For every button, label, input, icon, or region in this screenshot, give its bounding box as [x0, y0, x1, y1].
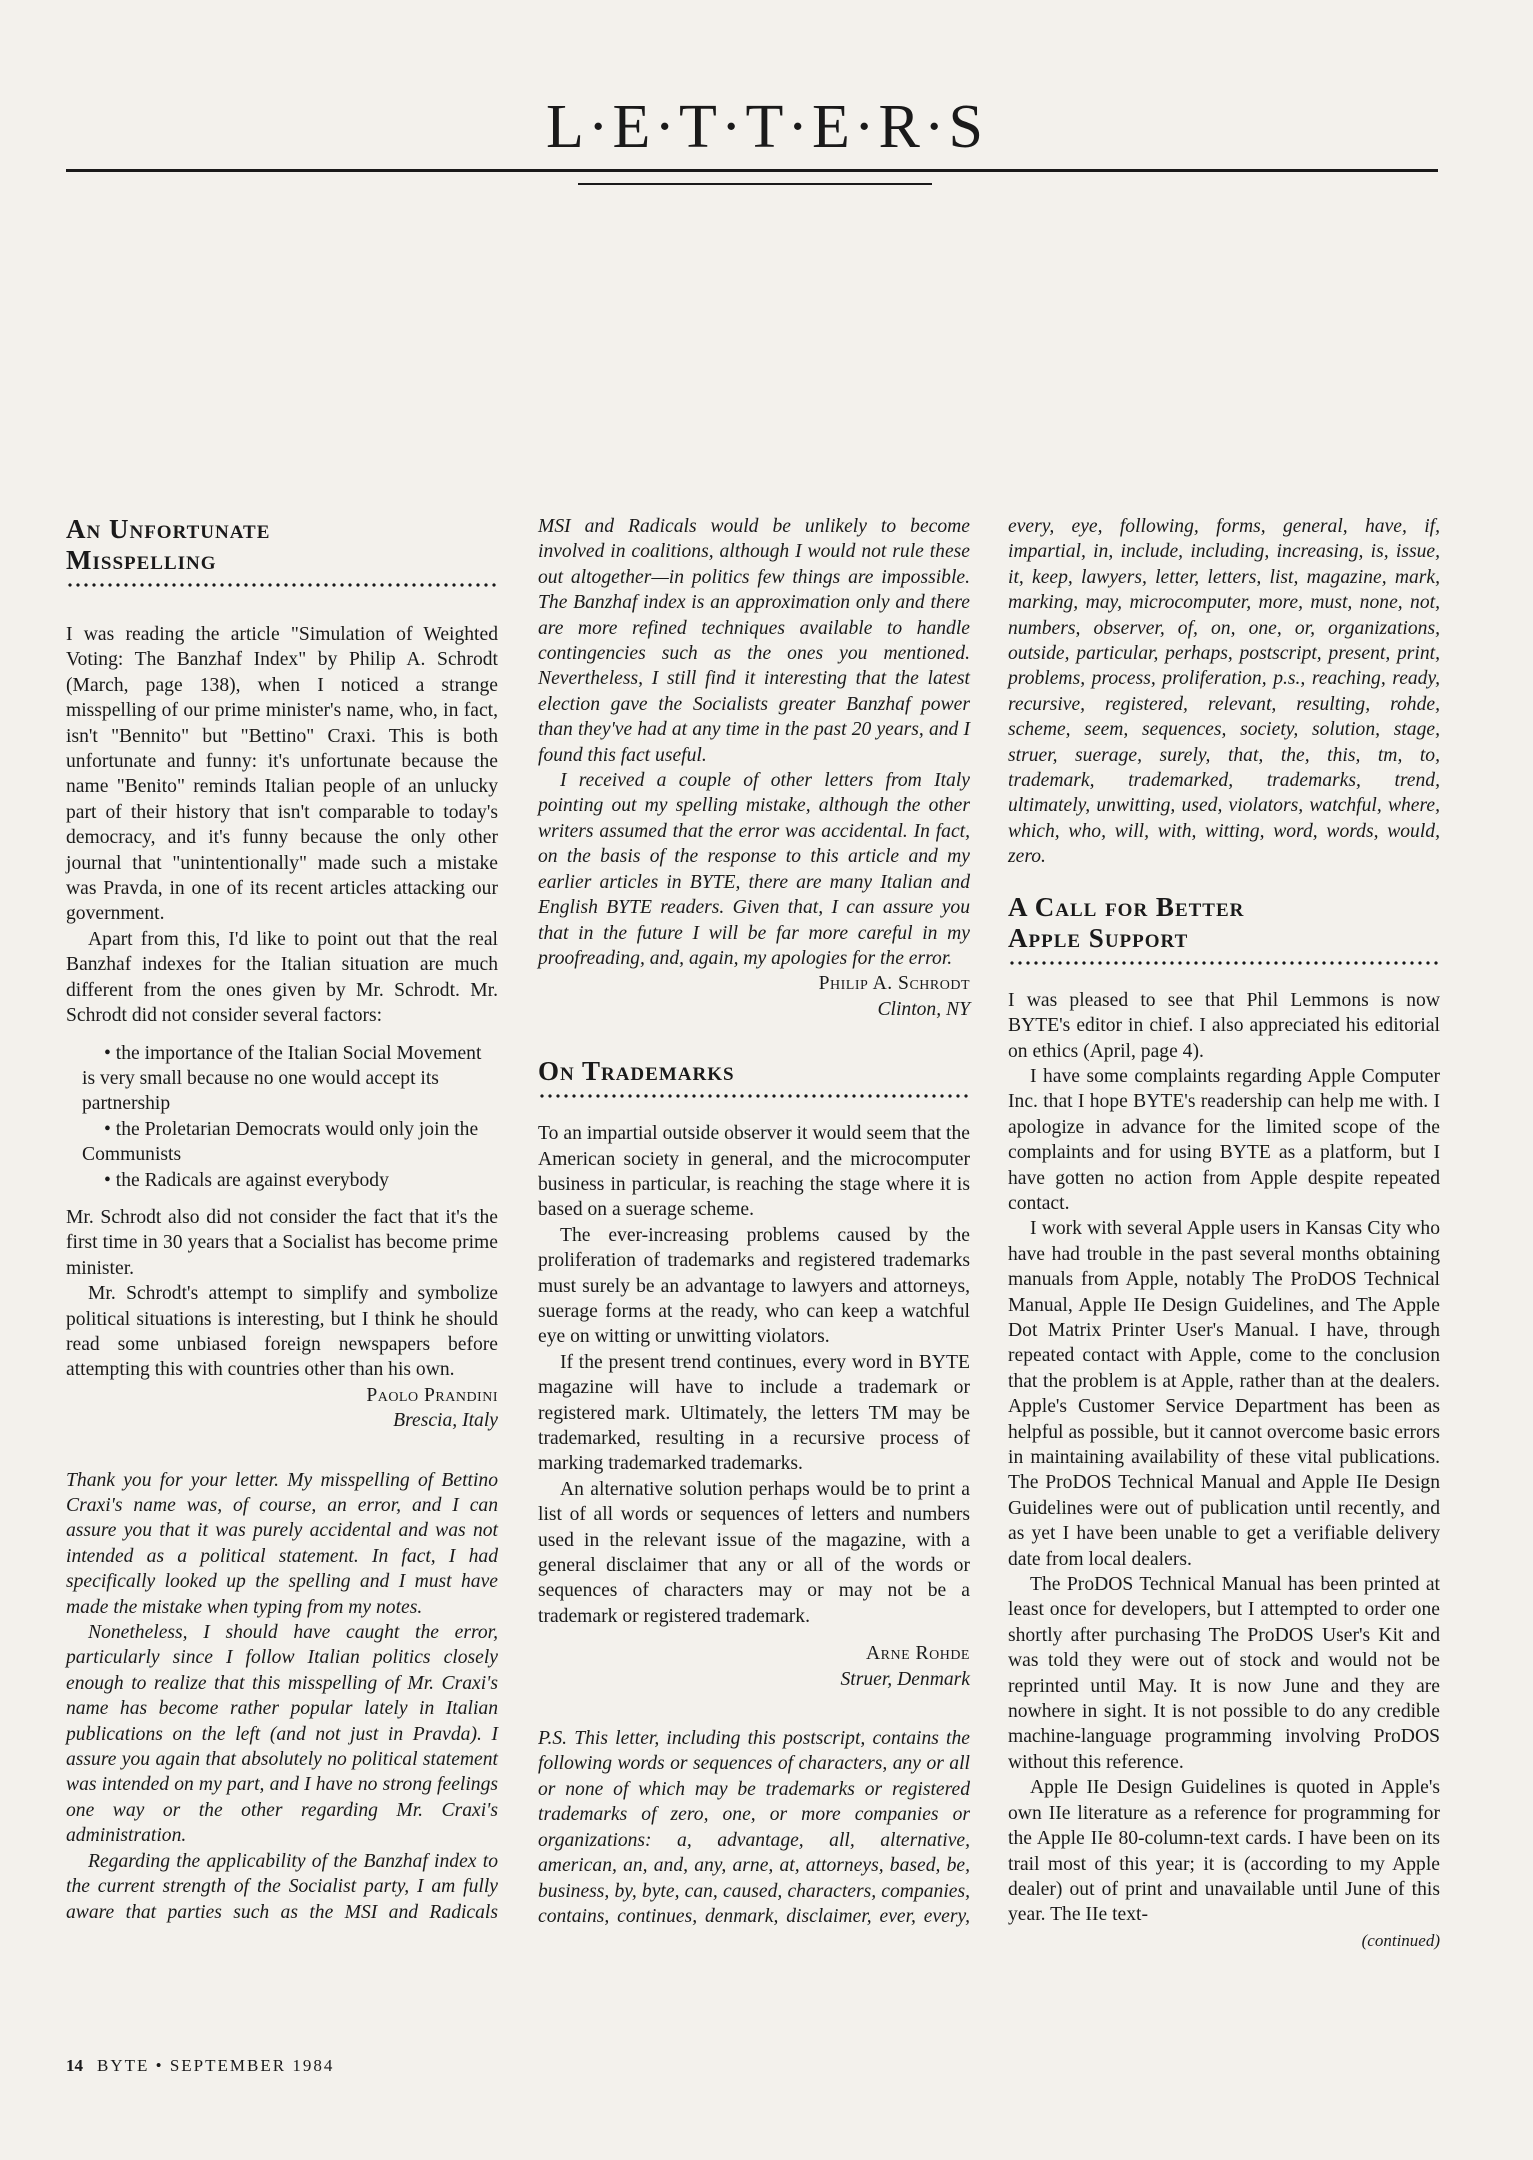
title-subrule	[578, 183, 932, 185]
signature-name: Arne Rohde	[865, 1643, 970, 1665]
signature-place: Brescia, Italy	[393, 1410, 498, 1432]
postscript-continued: every, eye, following, forms, general, have, if, impartial, in, include, including, increasing, is, issue, it, keep, lawyers, letter, letters, list, magazine, mark, marking, may, microcomputer, more, must, none, not, numbers, observer, of, on, one, or, organizations, outside, particular, perhaps, postscript, present, print, problems, process, proliferation, p.s., reaching, ready, recursive, registered, relevant, resulting, rohde, scheme, seem, sequences, society, solution, stage, struer, suerage, surely, that, the, this, tm, to, trademark, trademarked, trademarks, trend, ultimately, unwitting, used, violators, watchful, where, which, who, will, with, witting, word, words, would, zero.	[1008, 516, 1440, 868]
letter-paragraph: If the present trend continues, every word in BYTE magazine will have to include a trademark or registered mark. Ultimately, the letters TM may be trademarked, resulting in a recursive process of marking trademarked trademarks.	[538, 1351, 970, 1475]
bullet-item: • the importance of the Italian Social Movement is very small because no one would accept its partnership	[82, 1042, 482, 1115]
reply-paragraph: Thank you for your letter. My misspelling of Bettino Craxi's name was, of course, an error, and I can assure you that it was purely accidental and was not intended as a political statement. In fact, I had specifically looked up the spelling and I must have made the mistake when typing from my notes.	[66, 1469, 498, 1618]
letter-misspelling	[66, 514, 498, 1434]
title-rule	[66, 169, 1438, 172]
letter-paragraph: I have some complaints regarding Apple Computer Inc. that I hope BYTE's readership can help me with. I apologize in advance for the limited scope of the complaints and for using BYTE as a platform, but I have gotten no action from Apple despite repeated contact.	[1008, 1065, 1440, 1214]
letter-paragraph: Mr. Schrodt's attempt to simplify and symbolize political situations is interesting, but I think he should read some unbiased foreign newspapers before attempting this with countries other than his own.	[66, 1283, 498, 1381]
reply-paragraph-continued: MSI and Radicals would be unlikely to become involved in coalitions, although I would not rule these out altogether—in politics few things are impossible. The Banzhaf index is an approximation only and there are more refined techniques available to handle contingencies such as the ones you mentioned. Nevertheless, I still find it interesting that the latest election gave the Socialists greater Banzhaf power than they've had at any time in the past 20 years, and I found this fact useful.	[538, 516, 970, 766]
letter-paragraph: Apart from this, I'd like to point out that the real Banzhaf indexes for the Italian situation are much different from the ones given by Mr. Schrodt. Mr. Schrodt did not consider several factors:	[66, 928, 498, 1027]
signature-place: Struer, Denmark	[840, 1668, 970, 1690]
column-1	[66, 514, 498, 1925]
letter-trademarks	[538, 1056, 970, 1930]
letter-heading: A Call for Better Apple Support	[1008, 891, 1245, 953]
letter-paragraph: Mr. Schrodt also did not consider the fact that it's the first time in 30 years that a Socialist has become prime minister.	[66, 1206, 498, 1279]
bullet-item: • the Radicals are against everybody	[104, 1169, 389, 1191]
signature-name: Paolo Prandini	[366, 1384, 498, 1406]
letter-paragraph: I was reading the article "Simulation of Weighted Voting: The Banzhaf Index" by Philip A. Schrodt (March, page 138), when I noticed a strange misspelling of our prime minister's name, who, in fact, isn't "Bennito" but "Bettino" Craxi. This is both unfortunate and funny: it's unfortunate because the name "Benito" reminds Italian people of an unlucky part of their history that isn't comparable to today's democracy, and it's funny because the only other journal that "unintentionally" made such a mistake was Pravda, in one of its recent articles attacking our government.	[66, 624, 498, 925]
letter-paragraph: I was pleased to see that Phil Lemmons is now BYTE's editor in chief. I also appreciated his editorial on ethics (April, page 4).	[1008, 989, 1440, 1062]
reply-paragraph: Regarding the applicability of the Banzhaf index to the current strength of the Socialist party, I am fully aware that parties such as the MSI and Radicals	[66, 1850, 498, 1923]
continued-note: (continued)	[1361, 1930, 1440, 1950]
postscript: P.S. This letter, including this postscript, contains the following words or sequences of characters, any or all or none of which may be trademarks or registered trademarks of zero, one, or more companies or organizations: a, advantage, all, alternative, american, an, and, any, arne, at, attorneys, based, be, business, by, byte, can, caused, characters, companies, contains, continues, denmark, disclaimer, ever, every,	[538, 1728, 970, 1927]
letter-heading: On Trademarks	[538, 1056, 735, 1087]
letter-paragraph: An alternative solution perhaps would be to print a list of all words or sequences of letters and numbers used in the relevant issue of the magazine, with a general disclaimer that any or all of the words or sequences of characters may or may not be a trademark or registered trademark.	[538, 1478, 970, 1627]
letter-paragraph: Apple IIe Design Guidelines is quoted in Apple's own IIe literature as a reference for programming for the Apple IIe 80-column-text cards. I have been on its trail most of this year; it is (according to my Apple dealer) out of print and unavailable until June of this year. The IIe text-	[1008, 1777, 1440, 1926]
letter-apple-support	[1008, 892, 1440, 1953]
letter-paragraph: To an impartial outside observer it would seem that the American society in general, and the microcomputer business in particular, is reaching the stage where it is based on a suerage scheme.	[538, 1123, 970, 1221]
bullet-item: • the Proletarian Democrats would only join the Communists	[82, 1118, 479, 1166]
signature-place: Clinton, NY	[877, 998, 970, 1020]
signature-name: Philip A. Schrodt	[818, 973, 970, 995]
letter-paragraph: I work with several Apple users in Kansas City who have had trouble in the past several months obtaining manuals from Apple, notably The ProDOS Technical Manual, Apple IIe Design Guidelines, and The Apple Dot Matrix Printer User's Manual. I have, through repeated contact with Apple, come to the conclusion that the problem is at Apple, rather than at the dealers. Apple's Customer Service Department has been as helpful as possible, but it cannot overcome basic errors in maintaining availability of these vital publications. The ProDOS Technical Manual and Apple IIe Design Guidelines were out of publication until recently, and as yet I have been unable to get a verifiable delivery date from local dealers.	[1008, 1218, 1440, 1570]
page-footer	[66, 2056, 334, 2076]
page-title: L·E·T·T·E·R·S	[545, 93, 988, 161]
column-3	[1008, 514, 1440, 1953]
reply-paragraph: Nonetheless, I should have caught the error, particularly since I follow Italian politics closely enough to realize that this misspelling of Mr. Craxi's name has become rather popular lately in Italian publications on the left (and not just in Pravda). I assure you again that absolutely no political statement was intended on my part, and I have no strong feelings one way or the other regarding Mr. Craxi's administration.	[66, 1622, 498, 1847]
page-number: 14	[66, 2056, 83, 2075]
reply-paragraph: I received a couple of other letters from Italy pointing out my spelling mistake, although the other writers assumed that the error was accidental. In fact, on the basis of the response to this article and my earlier articles in BYTE, there are many Italian and English BYTE readers. Given that, I can assure you that in the future I will be far more careful in my proofreading, and, again, my apologies for the error.	[538, 770, 970, 969]
publication-line: BYTE • SEPTEMBER 1984	[97, 2056, 335, 2075]
column-2	[538, 514, 970, 1930]
letter-heading: An Unfortunate Misspelling	[66, 514, 271, 575]
author-reply	[66, 1468, 498, 1925]
letter-paragraph: The ProDOS Technical Manual has been printed at least once for developers, but I attempted to order one shortly after purchasing The ProDOS User's Kit and was told they were out of stock and would not be reprinted until May. It is now June and they are nowhere in sight. It is not possible to do any credible machine-language programming involving ProDOS without this reference.	[1008, 1574, 1440, 1773]
letter-paragraph: The ever-increasing problems caused by the proliferation of trademarks and registered trademarks must surely be an advantage to lawyers and attorneys, suerage forms at the ready, who can keep a watchful eye on witting or unwitting violators.	[538, 1224, 970, 1348]
